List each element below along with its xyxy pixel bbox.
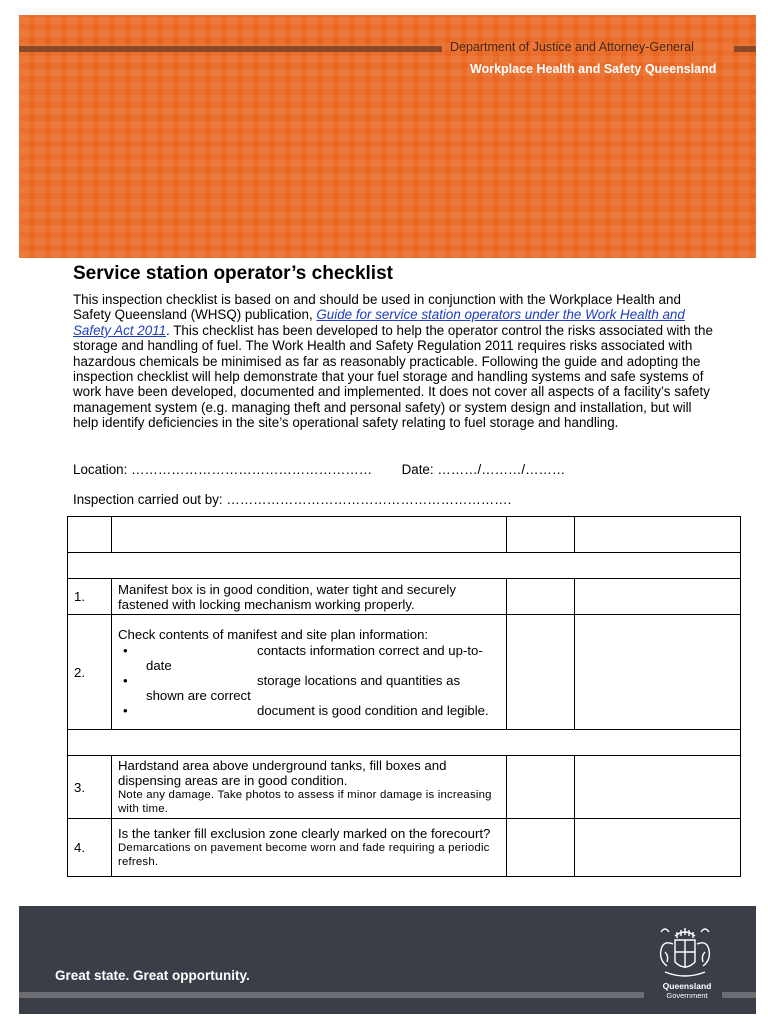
logo-line-queensland: Queensland [662,981,712,991]
row-item [112,756,507,819]
checklist-table [67,516,741,877]
footer-stripe [19,992,644,998]
list-item [118,643,500,673]
intro-text: This inspection checklist is based on and should be used in conjunction with the Workplace Health and Safety Queensland (WHSQ) publication, [73,292,681,323]
header-cell [68,517,112,553]
header-stripe [19,46,442,52]
queensland-coat-of-arms-icon [653,922,717,984]
intro-paragraph [73,292,713,431]
list-item [118,673,500,703]
row-check-cell[interactable] [507,615,575,730]
location-label: Location: [73,462,128,477]
list-item-text: document is good condition and legible. [257,702,489,718]
row-item-text: Check contents of manifest and site plan information: [118,626,429,642]
header-stripe [734,46,756,52]
header-cell [575,517,741,553]
table-header-row [68,517,741,553]
inspector-label: Inspection carried out by: [73,492,223,507]
footer-banner [19,906,756,1014]
row-comment-cell[interactable] [575,756,741,819]
section-cell [68,553,741,579]
row-item [112,819,507,877]
table-row [68,615,741,730]
header-banner [19,15,756,258]
inspector-line [73,492,511,507]
row-number: 1. [68,579,112,615]
bullet-list [118,643,500,718]
agency-name: Workplace Health and Safety Queensland [470,62,717,76]
date-field[interactable]: ………/………/……… [437,462,566,477]
bullet-icon: • [123,672,128,688]
row-item-text: Is the tanker fill exclusion zone clearly marked on the forecourt? [118,826,491,841]
section-row [68,730,741,756]
table-row [68,756,741,819]
list-item-text: storage locations and quantities as shown are correct [146,672,461,703]
row-item: Manifest box is in good condition, water tight and securely fastened with locking mechanism working properly. [112,579,507,615]
location-date-line [73,462,565,477]
logo-line-government: Government [666,991,708,1000]
page-title: Service station operator’s checklist [73,263,393,284]
row-comment-cell[interactable] [575,579,741,615]
row-note: Note any damage. Take photos to assess if minor damage is increasing with time. [118,789,492,815]
list-item-text: contacts information correct and up-to-date [146,642,483,673]
bullet-icon: • [123,702,128,718]
row-check-cell[interactable] [507,579,575,615]
section-cell [68,730,741,756]
guide-link[interactable]: Guide for service station operators under the Work Health and Safety Act 2011 [73,307,685,338]
header-cell [112,517,507,553]
row-note: Demarcations on pavement become worn and fade requiring a periodic refresh. [118,842,490,868]
row-item [112,615,507,730]
department-name: Department of Justice and Attorney-General [450,40,694,54]
bullet-icon: • [123,642,128,658]
queensland-government-logo [649,982,725,1000]
table-row [68,579,741,615]
row-item-text: Hardstand area above underground tanks, fill boxes and dispensing areas are in good condition. [118,758,447,788]
intro-text: . This checklist has been developed to help the operator control the risks associated with the storage and handling of fuel. The Work Health and Safety Regulation 2011 requires risks associated with hazardous chemicals be minimised as far as reasonably practicable. Following the guide and adopting the inspection checklist will help demonstrate that your fuel storage and handling systems and safe systems of work have been developed, documented and implemented. It does not cover all aspects of a facility’s safety management system (e.g. managing theft and personal safety) or system design and installation, but will help identify deficiencies in the site’s operational safety relating to fuel storage and handling. [73,322,713,431]
date-label: Date: [401,462,434,477]
row-check-cell[interactable] [507,819,575,877]
row-number: 3. [68,756,112,819]
row-check-cell[interactable] [507,756,575,819]
table-row [68,819,741,877]
footer-slogan: Great state. Great opportunity. [55,968,250,983]
inspector-field[interactable]: ………………………………………………………. [226,492,512,507]
header-cell [507,517,575,553]
row-comment-cell[interactable] [575,819,741,877]
location-field[interactable]: ……………………………………………… [131,462,373,477]
section-row [68,553,741,579]
row-number: 2. [68,615,112,730]
row-number: 4. [68,819,112,877]
footer-stripe [722,992,756,998]
row-comment-cell[interactable] [575,615,741,730]
list-item [118,703,500,718]
